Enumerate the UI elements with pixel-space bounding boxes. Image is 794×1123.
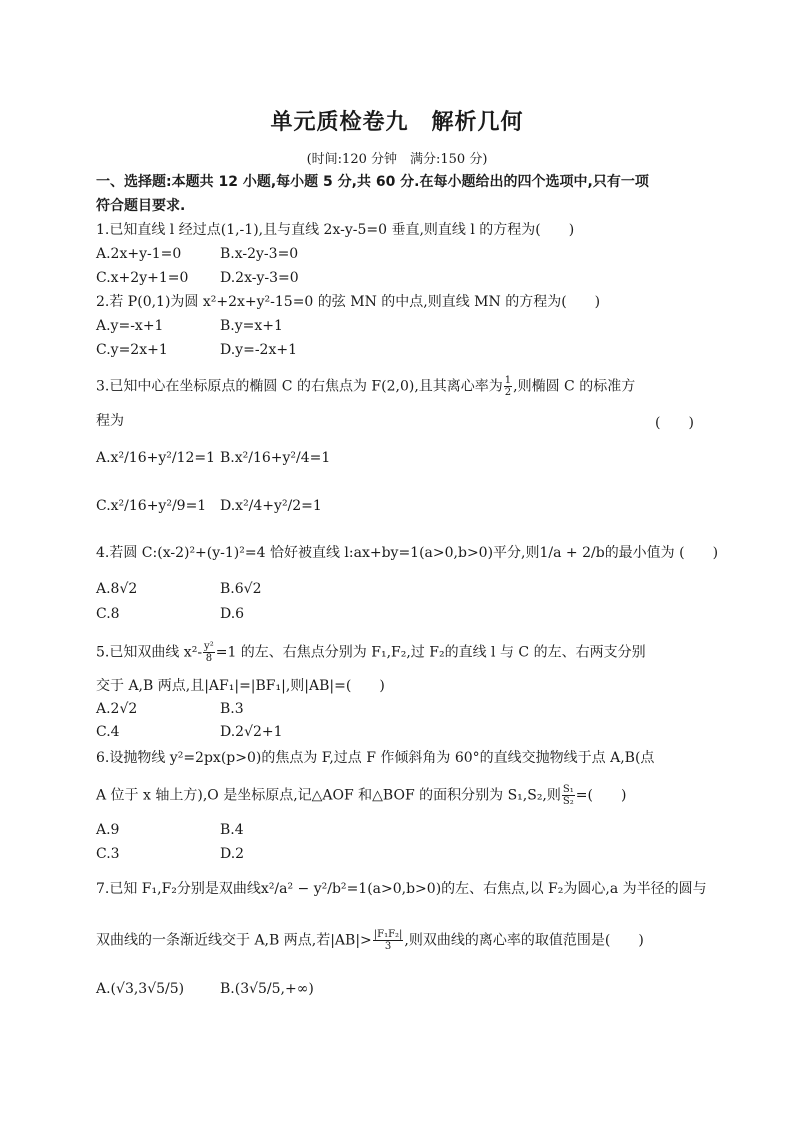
q5-option-b: B.3: [220, 701, 244, 717]
q5-frac-den: 8: [205, 653, 213, 664]
q1-option-a: A.2x+y-1=0: [96, 246, 182, 262]
q3-option-c: C.x²/16+y²/9=1: [96, 498, 207, 514]
q1-option-b: B.x-2y-3=0: [220, 246, 299, 262]
q3-option-a: A.x²/16+y²/12=1: [96, 450, 216, 466]
q4-option-b: B.6√2: [220, 581, 262, 597]
question-6-cont: [96, 784, 626, 807]
page-subtitle: (时间:120 分钟 满分:150 分): [306, 152, 488, 167]
q6-option-c: C.3: [96, 846, 120, 862]
q6-fraction: [562, 784, 575, 807]
question-7: [96, 880, 707, 898]
q7-text2-before: 双曲线的一条渐近线交于 A,B 两点,若|AB|>: [96, 932, 372, 949]
q5-text-before: 5.已知双曲线 x²-: [96, 644, 203, 661]
q5-text-after: =1 的左、右焦点分别为 F₁,F₂,过 F₂的直线 l 与 C 的左、右两支分别: [215, 644, 646, 661]
q3-text-after: ,则椭圆 C 的标准方: [513, 378, 636, 395]
q4-text-after: 的最小值为 ( ): [604, 545, 719, 561]
q6-text-after: =( ): [575, 787, 627, 804]
q5-fraction: [203, 641, 215, 664]
question-4: [96, 544, 718, 562]
question-1: 1.已知直线 l 经过点(1,-1),且与直线 2x-y-5=0 垂直,则直线 l 的方程为( ): [96, 222, 575, 238]
q7-option-b: B.(3√5/5,+∞): [220, 981, 314, 997]
q3-frac-num: 1: [504, 375, 512, 386]
q2-option-c: C.y=2x+1: [96, 342, 168, 358]
question-2: 2.若 P(0,1)为圆 x²+2x+y²-15=0 的弦 MN 的中点,则直线 MN 的方程为( ): [96, 294, 601, 310]
question-3: [96, 375, 635, 398]
q7-fraction: [373, 929, 404, 952]
q5-option-c: C.4: [96, 724, 120, 740]
q3-option-d: D.x²/4+y²/2=1: [220, 498, 322, 514]
q1-option-c: C.x+2y+1=0: [96, 270, 189, 286]
q4-option-d: D.6: [220, 606, 245, 622]
q6-frac-den: S₂: [562, 796, 574, 807]
q7-text2-after: ,则双曲线的离心率的取值范围是( ): [404, 932, 644, 949]
section-heading: 一、选择题:本题共 12 小题,每小题 5 分,共 60 分.在每小题给出的四个选项中,只有一项: [96, 174, 649, 190]
q6-option-a: A.9: [96, 822, 120, 838]
q7-text-before: 7.已知 F₁,F₂分别是双曲线: [96, 881, 261, 897]
q3-answer-paren: ( ): [655, 415, 694, 431]
q2-option-a: A.y=-x+1: [96, 318, 164, 334]
page-title: 单元质检卷九 解析几何: [270, 110, 524, 135]
q2-option-d: D.y=-2x+1: [220, 342, 297, 358]
q5-frac-num: y²: [204, 641, 214, 652]
q7-frac-num: |F₁F₂|: [373, 929, 403, 940]
q3-option-b: B.x²/16+y²/4=1: [220, 450, 331, 466]
q5-option-d: D.2√2+1: [220, 724, 283, 740]
q3-frac-den: 2: [504, 387, 512, 398]
question-5-cont: 交于 A,B 两点,且|AF₁|=|BF₁|,则|AB|=( ): [96, 678, 385, 694]
question-3-cont: 程为: [96, 413, 124, 429]
question-5: [96, 641, 646, 664]
q4-option-a: A.8√2: [96, 581, 138, 597]
q7-formula: x²/a² − y²/b²: [260, 881, 347, 897]
q2-option-b: B.y=x+1: [220, 318, 283, 334]
q6-option-b: B.4: [220, 822, 244, 838]
q3-fraction: [504, 375, 512, 398]
q1-option-d: D.2x-y-3=0: [220, 270, 299, 286]
q7-frac-den: 3: [384, 941, 392, 952]
q3-text-before: 3.已知中心在坐标原点的椭圆 C 的右焦点为 F(2,0),且其离心率为: [96, 378, 503, 395]
q5-option-a: A.2√2: [96, 701, 138, 717]
section-heading-cont: 符合题目要求.: [96, 198, 186, 214]
question-7-cont: [96, 929, 644, 952]
q4-option-c: C.8: [96, 606, 120, 622]
q4-expression: 1/a + 2/b: [539, 545, 605, 561]
q7-text-after: =1(a>0,b>0)的左、右焦点,以 F₂为圆心,a 为半径的圆与: [346, 881, 707, 897]
q6-option-d: D.2: [220, 846, 245, 862]
q6-frac-num: S₁: [562, 784, 574, 795]
q4-text-before: 4.若圆 C:(x-2)²+(y-1)²=4 恰好被直线 l:ax+by=1(a>0,b>0)平分,则: [96, 545, 540, 561]
q6-text-before: A 位于 x 轴上方),O 是坐标原点,记△AOF 和△BOF 的面积分别为 S₁,S₂,则: [96, 787, 561, 804]
q7-option-a: A.(√3,3√5/5): [96, 981, 185, 997]
question-6: 6.设抛物线 y²=2px(p>0)的焦点为 F,过点 F 作倾斜角为 60°的直线交抛物线于点 A,B(点: [96, 750, 655, 766]
